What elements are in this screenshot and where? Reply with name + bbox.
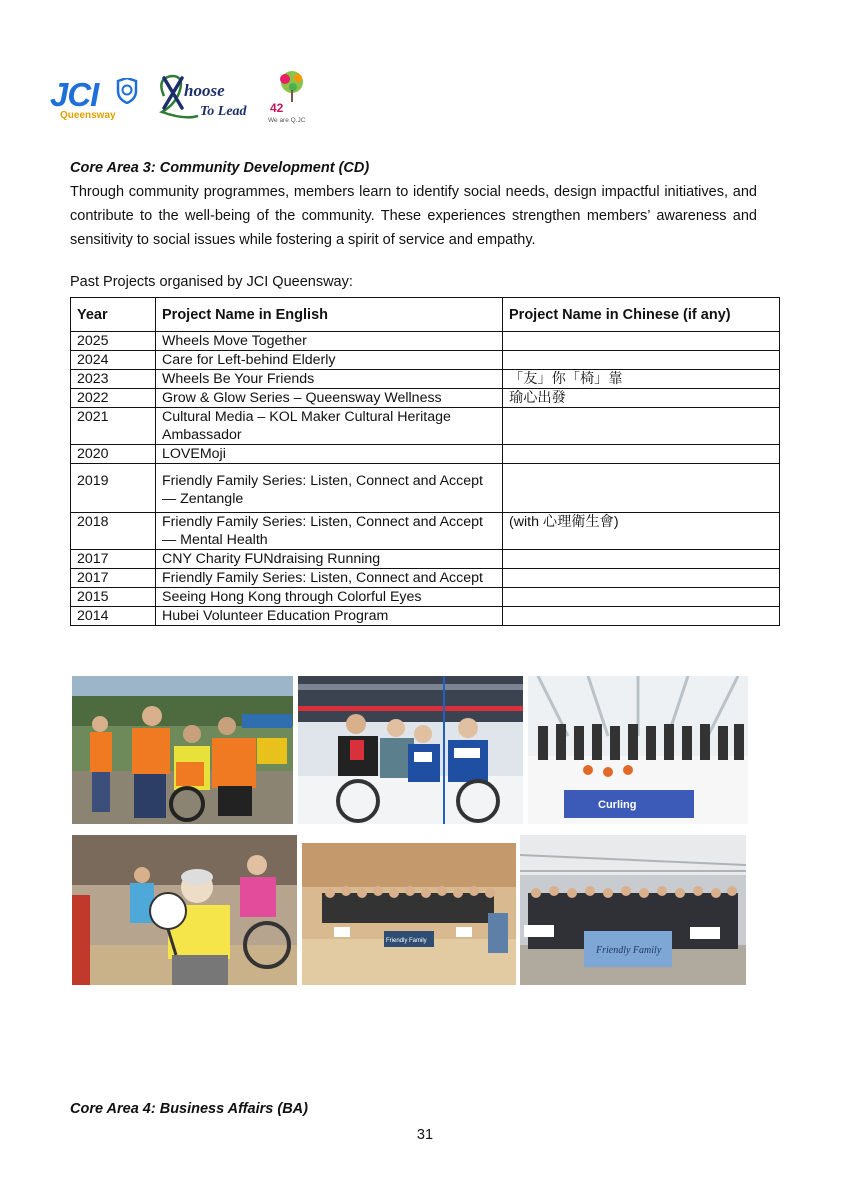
cell-year: 2017	[71, 550, 156, 569]
cell-english: Seeing Hong Kong through Colorful Eyes	[156, 588, 503, 607]
photo-elderly-wheelchair-fan	[72, 835, 297, 985]
choose-to-lead-line1: hoose	[184, 81, 225, 100]
cell-chinese	[503, 588, 780, 607]
table-row	[71, 351, 780, 370]
header-year: Year	[71, 298, 156, 332]
table-row	[71, 588, 780, 607]
page-number: 31	[416, 1127, 434, 1143]
table-row	[71, 464, 780, 513]
table-caption: Past Projects organised by JCI Queensway:	[70, 274, 353, 290]
curling-banner-text: Curling	[598, 799, 637, 811]
photo-friendly-family-group	[302, 843, 516, 985]
cell-english: Hubei Volunteer Education Program	[156, 607, 503, 626]
cell-chinese	[503, 550, 780, 569]
choose-to-lead-logo	[154, 68, 264, 124]
jci-logo	[50, 76, 150, 124]
cell-chinese: 瑜心出發	[503, 389, 780, 408]
cell-english: LOVEMoji	[156, 445, 503, 464]
header-logos	[50, 68, 350, 124]
cell-year: 2018	[71, 513, 156, 550]
core-area-4-heading: Core Area 4: Business Affairs (BA)	[70, 1101, 308, 1117]
table-row	[71, 332, 780, 351]
cell-chinese	[503, 408, 780, 445]
friendly-family-banner-text: Friendly Family	[386, 938, 427, 944]
table-row	[71, 550, 780, 569]
cell-year: 2025	[71, 332, 156, 351]
cell-year: 2019	[71, 464, 156, 513]
header-english: Project Name in English	[156, 298, 503, 332]
jci-shield-icon	[116, 78, 138, 104]
cell-chinese	[503, 569, 780, 588]
cell-chinese: (with 心理衛生會)	[503, 513, 780, 550]
cell-english: Care for Left-behind Elderly	[156, 351, 503, 370]
jci-logo-subtitle: Queensway	[60, 110, 116, 121]
photo-curling-team-hall	[528, 676, 748, 824]
photo-friendly-family-outdoor-group	[520, 835, 746, 985]
cell-year: 2021	[71, 408, 156, 445]
table-row	[71, 370, 780, 389]
table-row	[71, 513, 780, 550]
header-chinese: Project Name in Chinese (if any)	[503, 298, 780, 332]
table-row	[71, 408, 780, 445]
cell-year: 2020	[71, 445, 156, 464]
past-projects-table	[70, 297, 780, 626]
cell-chinese	[503, 351, 780, 370]
photo-wheelchair-curling-group	[298, 676, 523, 824]
table-row	[71, 607, 780, 626]
cell-english: Cultural Media – KOL Maker Cultural Heritage Ambassador	[156, 408, 503, 445]
cell-english: Friendly Family Series: Listen, Connect and Accept — Mental Health	[156, 513, 503, 550]
cell-chinese	[503, 332, 780, 351]
choose-to-lead-line2: To Lead	[200, 104, 247, 119]
cell-year: 2017	[71, 569, 156, 588]
cell-english: Grow & Glow Series – Queensway Wellness	[156, 389, 503, 408]
cell-english: Friendly Family Series: Listen, Connect and Accept — Zentangle	[156, 464, 503, 513]
jci-logo-wordmark: JCI	[50, 76, 99, 113]
cell-english: CNY Charity FUNdraising Running	[156, 550, 503, 569]
cell-english: Wheels Be Your Friends	[156, 370, 503, 389]
cell-year: 2015	[71, 588, 156, 607]
we-are-qjc-caption: We are Q.JC	[268, 117, 306, 124]
cell-chinese	[503, 464, 780, 513]
cell-chinese: 「友」你「椅」靠	[503, 370, 780, 389]
cell-english: Friendly Family Series: Listen, Connect and Accept	[156, 569, 503, 588]
photo-kayak-wheelchair-activity	[72, 676, 293, 824]
table-row	[71, 389, 780, 408]
cell-year: 2023	[71, 370, 156, 389]
friendly-family-outdoor-banner-text: Friendly Family	[596, 945, 662, 956]
core-area-3-paragraph: Through community programmes, members learn to identify social needs, design impactful initiatives, and contribute to the well-being of the community. These experiences strengthen members’ awareness and sensitivity to social issues while fostering a spirit of service and empathy.	[70, 184, 757, 248]
cell-year: 2014	[71, 607, 156, 626]
cell-english: Wheels Move Together	[156, 332, 503, 351]
we-are-qjc-logo	[268, 68, 318, 124]
cell-chinese	[503, 607, 780, 626]
cell-chinese	[503, 445, 780, 464]
table-row	[71, 445, 780, 464]
cell-year: 2022	[71, 389, 156, 408]
table-row	[71, 569, 780, 588]
table-header-row	[71, 298, 780, 332]
we-are-qjc-number: 42	[270, 101, 284, 115]
core-area-3-heading: Core Area 3: Community Development (CD)	[70, 160, 370, 176]
cell-year: 2024	[71, 351, 156, 370]
